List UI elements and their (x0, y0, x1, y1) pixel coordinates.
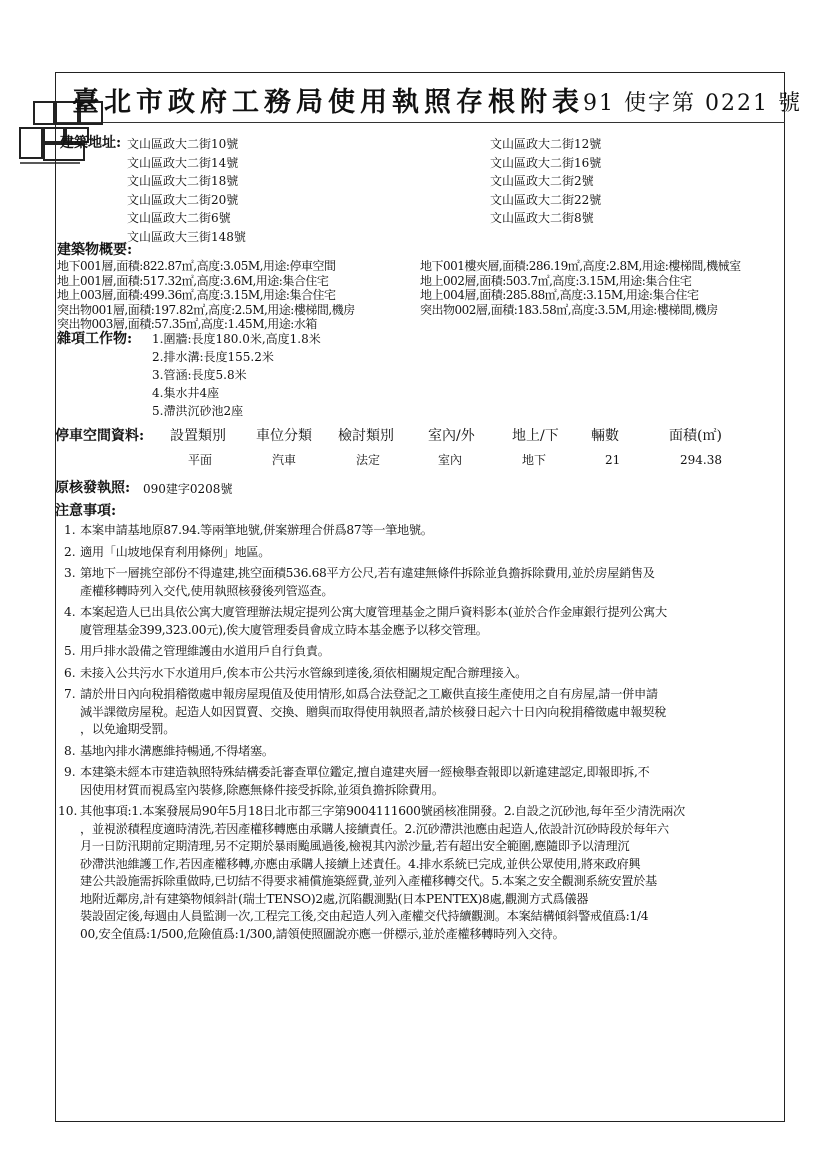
note-line: 減半課徵房屋稅。起造人如因買賣、交換、贈與而取得使用執照者,請於核發日起六十日內向稅捐稽徵處申報契稅 (80, 704, 667, 719)
overview-item: 地上002層,面積:503.7㎡,高度:3.15M,用途:集合住宅 (420, 273, 692, 288)
parking-cell: 室內 (438, 453, 463, 467)
address-item: 文山區政大二街14號 (127, 155, 239, 170)
note-line: 請於卅日內向稅捐稽徵處申報房屋現值及使用情形,如爲合法登記之工廠供直接生產使用之自有房屋,請一併申請 (80, 687, 658, 701)
note-item (64, 565, 776, 600)
address-item: 文山區政大二街22號 (490, 192, 602, 207)
parking-header-cell: 車位分類 (256, 428, 312, 444)
note-item (64, 522, 776, 540)
parking-cell: 21 (605, 453, 621, 467)
address-item: 文山區政大二街2號 (490, 174, 594, 189)
note-line: 其他事項:1.本案發展局90年5月18日北市都三字第9004111600號函核准開發。2.自設之沉砂池,每年至少清洗兩次 (80, 804, 685, 818)
parking-header-cell: 室內/外 (428, 428, 475, 444)
note-line: 月一日防汛期前定期清理,另不定期於暴雨颱風過後,檢視其內淤沙量,若有超出安全範圍,應隨即予以清理沉 (80, 839, 630, 853)
address-item: 文山區政大二街8號 (490, 211, 594, 226)
parking-header-cell: 檢討類別 (338, 428, 394, 444)
note-line: 基地內排水溝應維持暢通,不得堵塞。 (80, 743, 274, 758)
note-line: 適用「山坡地保育利用條例」地區。 (80, 544, 271, 559)
misc-item: 2.排水溝:長度155.2米 (152, 350, 274, 364)
note-item (58, 803, 776, 943)
note-line: 第地下一層挑空部份不得違建,挑空面積536.68平方公尺,若有違建無條件拆除並負擔拆除費用,並於房屋銷售及 (80, 566, 655, 580)
misc-label: 雜項工作物: (57, 331, 133, 347)
note-number: 5. (64, 644, 76, 658)
note-item (64, 604, 776, 639)
misc-item: 5.滯洪沉砂池2座 (152, 404, 244, 418)
overview-item: 地下001層,面積:822.87㎡,高度:3.05M,用途:停車空間 (57, 259, 336, 273)
address-label: 建築地址: (60, 135, 122, 151)
misc-item: 4.集水井4座 (152, 386, 220, 400)
note-line: 本案申請基地原87.94.等兩筆地號,併案辦理合併爲87等一筆地號。 (80, 523, 433, 537)
note-number: 7. (64, 687, 76, 701)
overview-item: 突出物001層,面積:197.82㎡,高度:2.5M,用途:樓梯間,機房 (57, 302, 355, 317)
note-line: 建公共設施需拆除重做時,已切結不得要求補償施築經費,並列入產權移轉交代。5.本案之安全觀測系統安置於基 (80, 874, 657, 888)
address-item: 文山區政大二街16號 (490, 155, 602, 170)
address-item: 文山區政大三街148號 (127, 230, 246, 244)
note-line: 本建築未經本市建造執照特殊結構委託審查單位鑑定,擅自違建夾層一經檢舉查報即以新違建認定,即報即拆,不 (80, 765, 650, 779)
note-item (64, 665, 776, 683)
note-line: ，以免逾期受罰。 (80, 722, 176, 736)
note-item (64, 544, 776, 562)
note-line: 本案起造人已出具依公寓大廈管理辦法規定提列公寓大廈管理基金之開戶資料影本(並於合作金庫銀行提列公寓大 (80, 605, 667, 619)
misc-item: 1.圍牆:長度180.0米,高度1.8米 (152, 332, 321, 346)
parking-header-cell: 輛數 (591, 428, 619, 444)
note-line: 砂滯洪池維護工作,若因產權移轉,亦應由承購人接續上述責任。4.排水系統已完成,並供公眾使用,將來政府興 (80, 856, 641, 871)
header-rule (55, 122, 785, 123)
misc-item: 3.管涵:長度5.8米 (152, 368, 247, 382)
note-number: 9. (64, 765, 76, 779)
parking-cell: 法定 (356, 453, 381, 467)
address-item: 文山區政大二街20號 (127, 192, 239, 207)
note-line: 產權移轉時列入交代,使用執照核發後列管巡查。 (80, 583, 334, 598)
permit-number: 91 使字第 0221 號 (583, 91, 802, 116)
note-number: 2. (64, 544, 76, 559)
document-title: 臺北市政府工務局使用執照存根附表 (72, 87, 584, 118)
parking-cell: 地下 (522, 453, 547, 467)
address-item: 文山區政大二街18號 (127, 174, 239, 189)
overview-item: 地上001層,面積:517.32㎡,高度:3.6M,用途:集合住宅 (57, 273, 329, 288)
notes-label: 注意事項: (55, 503, 117, 519)
note-number: 1. (64, 523, 76, 537)
note-item (64, 643, 776, 661)
note-line: 因使用材質而視爲室內裝修,除應無條件接受拆除,並須負擔拆除費用。 (80, 782, 444, 797)
overview-label: 建築物概要: (57, 242, 133, 258)
note-item (64, 764, 776, 799)
overview-item: 突出物003層,面積:57.35㎡,高度:1.45M,用途:水箱 (57, 317, 317, 332)
address-item: 文山區政大二街6號 (127, 211, 231, 226)
note-number: 3. (64, 566, 76, 580)
parking-label: 停車空間資料: (55, 428, 145, 444)
note-line: ，並視淤積程度適時清洗,若因產權移轉應由承購人接續責任。2.沉砂滯洪池應由起造人,依設計沉砂時段於每年六 (80, 821, 669, 836)
note-item (64, 686, 776, 739)
parking-header-cell: 地上/下 (512, 428, 559, 444)
note-line: 未接入公共污水下水道用戶,俟本市公共污水管線到達後,須依相關規定配合辦理接入。 (80, 665, 527, 680)
overview-item: 地上004層,面積:285.88㎡,高度:3.15M,用途:集合住宅 (420, 288, 699, 303)
note-line: 地附近鄰房,計有建築物傾斜計(瑞士TENSO)2處,沉陷觀測點(日本PENTEX)8處,觀測方式爲儀器 (80, 891, 589, 906)
parking-cell: 平面 (188, 453, 213, 467)
note-number: 4. (64, 605, 76, 619)
overview-item: 地下001樓夾層,面積:286.19㎡,高度:2.8M,用途:樓梯間,機械室 (420, 259, 741, 273)
note-line: 裝設固定後,每週由人員監測一次,工程完工後,交由起造人列入產權交代持續觀測。本案結構傾斜警戒值爲:1/4 (80, 909, 649, 923)
note-line: 00,安全值爲:1/500,危險值爲:1/300,請領使照圖說亦應一併標示,並於產權移轉時列入交待。 (80, 926, 565, 941)
parking-header-cell: 設置類別 (170, 428, 226, 444)
note-number: 10. (58, 804, 78, 818)
note-item (64, 743, 776, 761)
overview-item: 突出物002層,面積:183.58㎡,高度:3.5M,用途:樓梯間,機房 (420, 302, 718, 317)
note-number: 6. (64, 665, 76, 680)
note-number: 8. (64, 743, 76, 758)
note-line: 用戶排水設備之管理維護由水道用戶自行負責。 (80, 644, 330, 658)
parking-cell: 汽車 (272, 453, 297, 467)
parking-cell: 294.38 (680, 453, 722, 467)
original-permit-value: 090建字0208號 (143, 482, 233, 496)
address-item: 文山區政大二街10號 (127, 137, 239, 151)
address-item: 文山區政大二街12號 (490, 137, 602, 151)
original-permit-label: 原核發執照: (55, 480, 131, 496)
overview-item: 地上003層,面積:499.36㎡,高度:3.15M,用途:集合住宅 (57, 288, 336, 303)
parking-header-cell: 面積(㎡) (669, 428, 722, 444)
note-line: 廈管理基金399,323.00元),俟大廈管理委員會成立時本基金應予以移交管理。 (80, 622, 488, 637)
